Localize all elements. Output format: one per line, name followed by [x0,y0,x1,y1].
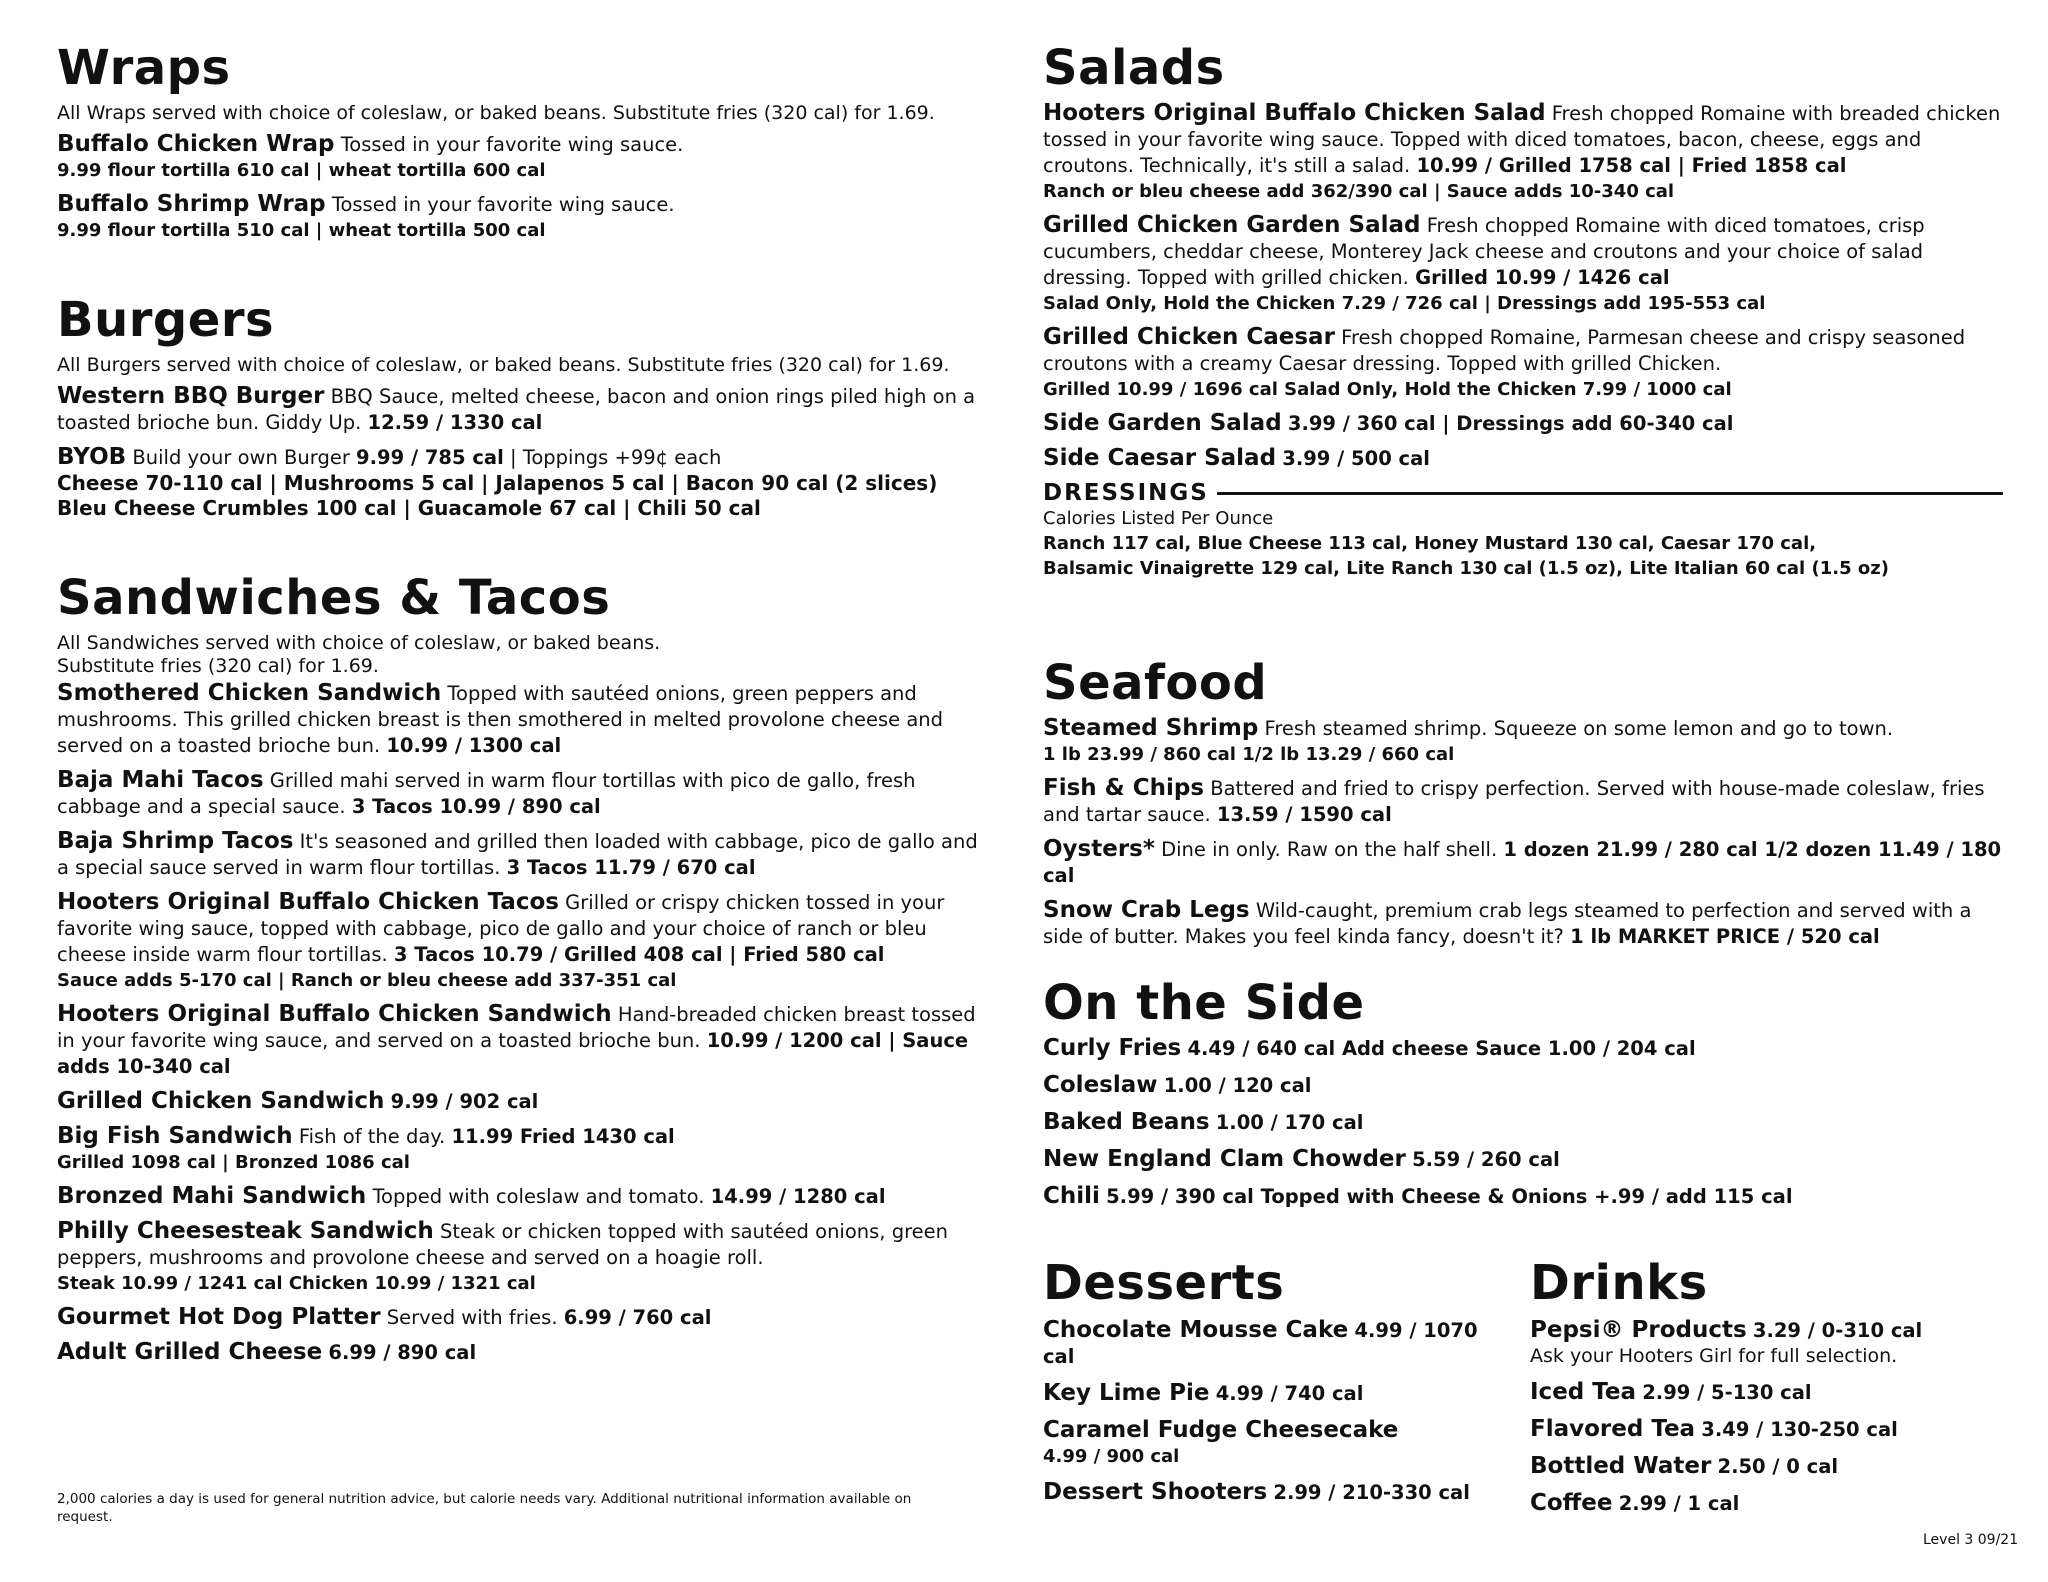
item-name: Snow Crab Legs [1043,897,1250,923]
sandwiches-section [57,570,987,1374]
item-desc: Build your own Burger [132,446,350,469]
menu-item [57,1183,987,1210]
calorie-footnote: 2,000 calories a day is used for general nutrition advice, but calorie needs vary. Additional nutritional information available on request. [57,1491,912,1525]
item-name: Dessert Shooters [1043,1479,1268,1505]
item-price: 10.99 / Grilled 1758 cal | Fried 1858 cal [1416,154,1847,177]
item-name: Grilled Chicken Sandwich [57,1088,385,1114]
item-name: Gourmet Hot Dog Platter [57,1304,381,1330]
menu-item [1043,410,2003,437]
intro-line: All Sandwiches served with choice of coleslaw, or baked beans. [57,632,661,654]
item-price: 1 dozen 21.99 / 280 cal 1/2 dozen 11.49 / 180 cal [1043,838,2002,887]
dressings-sub: Calories Listed Per Ounce [1043,508,1274,529]
item-price: 9.99 / 785 cal [356,446,504,469]
seafood-list [1043,715,2003,950]
menu-item [1530,1416,2000,1443]
menu-item [57,1339,987,1366]
menu-item [57,191,987,243]
menu-item [1043,1109,2003,1136]
item-name: Baja Shrimp Tacos [57,828,294,854]
item-price: 6.99 / 760 cal [563,1306,712,1329]
menu-item [1043,324,2003,402]
item-name: Hooters Original Buffalo Chicken Sandwich [57,1001,612,1027]
menu-item [57,131,987,183]
item-name: Philly Cheesesteak Sandwich [57,1218,434,1244]
item-extra: 4.99 / 900 cal [1043,1446,1180,1467]
item-price: 10.99 / 1200 cal | Sauce adds 10-340 cal [57,1029,969,1078]
item-name: Coleslaw [1043,1072,1158,1098]
menu-item [57,680,987,759]
item-desc: Fresh chopped Romaine, Parmesan cheese and crispy seasoned croutons with a creamy Caesar dressing. Topped with grilled Chicken. [1043,326,1966,375]
sandwich-list [57,680,987,1366]
item-extra: Steak 10.99 / 1241 cal Chicken 10.99 / 1321 cal [57,1273,536,1294]
menu-item [1043,775,2003,828]
side-section [1043,975,2003,1220]
item-name: Hooters Original Buffalo Chicken Tacos [57,889,559,915]
item-desc: Steak or chicken topped with sautéed onions, green peppers, mushrooms and provolone cheese and served on a hoagie roll. [57,1220,949,1269]
seafood-title: Seafood [1043,655,1268,711]
item-name: Adult Grilled Cheese [57,1339,323,1365]
desserts-section [1043,1255,1513,1516]
dessert-list [1043,1317,1513,1506]
item-price: 1.00 / 120 cal [1163,1074,1312,1097]
dressings-header [1043,480,2003,506]
item-price: 4.49 / 640 cal Add cheese Sauce 1.00 / 204 cal [1187,1037,1696,1060]
menu-item [1043,1380,1513,1407]
item-price: 9.99 flour tortilla 610 cal | wheat tortilla 600 cal [57,160,546,181]
item-name: Buffalo Chicken Wrap [57,131,335,157]
item-price: 12.59 / 1330 cal [367,411,543,434]
item-name: Baja Mahi Tacos [57,767,264,793]
item-name: Hooters Original Buffalo Chicken Salad [1043,100,1546,126]
item-price: 5.59 / 260 cal [1412,1148,1560,1171]
item-name: Smothered Chicken Sandwich [57,680,442,706]
item-extra: Grilled 10.99 / 1696 cal Salad Only, Hold the Chicken 7.99 / 1000 cal [1043,379,1732,400]
menu-item [57,1001,987,1080]
item-name: Key Lime Pie [1043,1380,1210,1406]
menu-item [57,1304,987,1331]
menu-item [1043,836,2003,889]
item-name: Iced Tea [1530,1379,1637,1405]
item-name: Chili [1043,1183,1100,1209]
drink-list [1530,1317,2000,1517]
menu-item [1043,715,2003,767]
item-price: 9.99 / 902 cal [390,1090,539,1113]
menu-item [1530,1453,2000,1480]
item-desc: It's seasoned and grilled then loaded with cabbage, pico de gallo and a special sauce served in warm flour tortillas. [57,830,978,879]
menu-item [57,1088,987,1115]
item-desc: Dine in only. Raw on the half shell. [1161,838,1498,861]
item-name: BYOB [57,444,127,470]
item-extra: Grilled 1098 cal | Bronzed 1086 cal [57,1152,410,1173]
item-name: Grilled Chicken Caesar [1043,324,1335,350]
dressings-block [1043,480,2003,581]
intro-line: Substitute fries (320 cal) for 1.69. [57,655,379,677]
side-title: On the Side [1043,975,1365,1031]
item-extra: 1 lb 23.99 / 860 cal 1/2 lb 13.29 / 660 cal [1043,744,1455,765]
item-price: 3.29 / 0-310 cal [1752,1319,1923,1342]
item-extra: Ask your Hooters Girl for full selection. [1530,1345,1898,1367]
item-name: Pepsi® Products [1530,1317,1747,1343]
item-price: 11.99 Fried 1430 cal [451,1125,675,1148]
item-name: Side Caesar Salad [1043,445,1277,471]
menu-item [1043,212,2003,316]
item-price: 10.99 / 1300 cal [386,734,562,757]
item-price: 3 Tacos 11.79 / 670 cal [506,856,756,879]
item-extra: Ranch or bleu cheese add 362/390 cal | Sauce adds 10-340 cal [1043,181,1675,202]
menu-item [57,1123,987,1175]
menu-item [1530,1317,2000,1369]
dressings-list: Ranch 117 cal, Blue Cheese 113 cal, Honey Mustard 130 cal, Caesar 170 cal, [1043,533,1817,554]
item-extra: Salad Only, Hold the Chicken 7.29 / 726 cal | Dressings add 195-553 cal [1043,293,1766,314]
item-price: 1 lb MARKET PRICE / 520 cal [1570,925,1880,948]
item-desc: Hand-breaded chicken breast tossed in your favorite wing sauce, and served on a toasted brioche bun. [57,1003,976,1052]
item-name: Oysters* [1043,836,1155,862]
item-desc: Fresh chopped Romaine with diced tomatoes, crisp cucumbers, cheddar cheese, Monterey Jack cheese and croutons and your choice of salad dressing. Topped with grilled chicken. [1043,214,1925,289]
item-price: 3 Tacos 10.99 / 890 cal [351,795,601,818]
salads-title: Salads [1043,40,1225,96]
item-name: Caramel Fudge Cheesecake [1043,1417,1399,1443]
item-name: New England Clam Chowder [1043,1146,1406,1172]
menu-item [1043,1146,2003,1173]
item-desc: Battered and fried to crispy perfection. Served with house-made coleslaw, fries and tartar sauce. [1043,777,1985,826]
menu-item [57,444,987,521]
item-name: Grilled Chicken Garden Salad [1043,212,1421,238]
item-desc: Fresh steamed shrimp. Squeeze on some lemon and go to town. [1264,717,1894,740]
menu-item [1043,100,2003,204]
item-price: 6.99 / 890 cal [328,1341,477,1364]
desserts-title: Desserts [1043,1255,1285,1311]
menu-item [1043,1317,1513,1370]
menu-item [1530,1379,2000,1406]
item-price: 1.00 / 170 cal [1215,1111,1364,1134]
item-name: Steamed Shrimp [1043,715,1259,741]
menu-item [57,767,987,820]
wraps-intro: All Wraps served with choice of coleslaw, or baked beans. Substitute fries (320 cal) for 1.69. [57,102,935,124]
burgers-section [57,292,987,529]
item-name: Flavored Tea [1530,1416,1696,1442]
item-desc: Tossed in your favorite wing sauce. [331,193,675,216]
burgers-title: Burgers [57,292,275,348]
menu-item [57,828,987,881]
menu-item [57,1218,987,1296]
item-price: 13.59 / 1590 cal [1216,803,1392,826]
item-name: Coffee [1530,1490,1613,1516]
item-name: Big Fish Sandwich [57,1123,293,1149]
item-price: 3.99 / 500 cal [1282,447,1430,470]
drinks-section [1530,1255,2000,1527]
burgers-intro: All Burgers served with choice of coleslaw, or baked beans. Substitute fries (320 cal) for 1.69. [57,354,950,376]
item-price: 5.99 / 390 cal Topped with Cheese & Onions +.99 / add 115 cal [1106,1185,1793,1208]
item-name: Bottled Water [1530,1453,1712,1479]
item-name: Fish & Chips [1043,775,1205,801]
sandwiches-intro [57,632,987,678]
item-price: Grilled 10.99 / 1426 cal [1415,266,1670,289]
item-desc: Tossed in your favorite wing sauce. [340,133,684,156]
item-toppings-list: Cheese 70-110 cal | Mushrooms 5 cal | Jalapenos 5 cal | Bacon 90 cal (2 slices) [57,471,938,495]
item-price: 4.99 / 1070 cal [1043,1319,1478,1368]
item-price: 3 Tacos 10.79 / Grilled 408 cal | Fried 580 cal [393,943,885,966]
item-name: Chocolate Mousse Cake [1043,1317,1349,1343]
item-toppings-list: Bleu Cheese Crumbles 100 cal | Guacamole 67 cal | Chili 50 cal [57,496,761,520]
level-label: Level 3 09/21 [1923,1532,2019,1548]
wraps-title: Wraps [57,40,231,96]
menu-item [1043,1072,2003,1099]
item-desc: Topped with coleslaw and tomato. [372,1185,705,1208]
menu-item [1043,1035,2003,1062]
item-name: Bronzed Mahi Sandwich [57,1183,367,1209]
item-price: 14.99 / 1280 cal [710,1185,886,1208]
item-desc: Fish of the day. [298,1125,446,1148]
dressings-rule [1217,492,2003,495]
item-price: 2.99 / 210-330 cal [1273,1481,1470,1504]
menu-item [1043,1417,1513,1469]
item-desc: Grilled mahi served in warm flour tortillas with pico de gallo, fresh cabbage and a special sauce. [57,769,916,818]
item-desc: Topped with sautéed onions, green peppers and mushrooms. This grilled chicken breast is then smothered in melted provolone cheese and served on a toasted brioche bun. [57,682,944,757]
menu-item [1043,445,2003,472]
item-name: Buffalo Shrimp Wrap [57,191,326,217]
menu-item [1043,897,2003,950]
wraps-section [57,40,987,251]
item-name: Western BBQ Burger [57,383,325,409]
salads-section [1043,40,2003,581]
item-name: Side Garden Salad [1043,410,1282,436]
item-name: Baked Beans [1043,1109,1210,1135]
seafood-section [1043,655,2003,958]
item-desc: Wild-caught, premium crab legs steamed to perfection and served with a side of butter. Makes you feel kinda fancy, doesn't it? [1043,899,1972,948]
item-name: Curly Fries [1043,1035,1182,1061]
menu-item [1043,1183,2003,1210]
sandwiches-title: Sandwiches & Tacos [57,570,611,626]
item-extra: Sauce adds 5-170 cal | Ranch or bleu cheese add 337-351 cal [57,970,677,991]
item-price: 9.99 flour tortilla 510 cal | wheat tortilla 500 cal [57,220,546,241]
item-price: 2.99 / 1 cal [1618,1492,1740,1515]
menu-item [57,383,987,436]
item-desc: Served with fries. [386,1306,558,1329]
item-price: 4.99 / 740 cal [1215,1382,1364,1405]
item-desc: BBQ Sauce, melted cheese, bacon and onion rings piled high on a toasted brioche bun. Giddy Up. [57,385,976,434]
item-price: 2.99 / 5-130 cal [1642,1381,1812,1404]
menu-item [1530,1490,2000,1517]
dressings-list: Balsamic Vinaigrette 129 cal, Lite Ranch 130 cal (1.5 oz), Lite Italian 60 cal (1.5 oz) [1043,558,1889,579]
side-list [1043,1035,2003,1210]
item-desc: Fresh chopped Romaine with breaded chicken tossed in your favorite wing sauce. Topped with diced tomatoes, bacon, cheese, eggs and croutons. Technically, it's still a salad. [1043,102,2001,177]
drinks-title: Drinks [1530,1255,1708,1311]
dressings-title: DRESSINGS [1043,480,1209,506]
item-price: 3.99 / 360 cal | Dressings add 60-340 cal [1287,412,1734,435]
item-toppings: | Toppings +99¢ each [509,446,722,469]
salad-list [1043,100,2003,472]
item-price: 3.49 / 130-250 cal [1701,1418,1898,1441]
menu-item [1043,1479,1513,1506]
item-price: 2.50 / 0 cal [1717,1455,1839,1478]
menu-item [57,889,987,993]
item-desc: Grilled or crispy chicken tossed in your favorite wing sauce, topped with cabbage, pico de gallo and your choice of ranch or bleu cheese inside warm flour tortillas. [57,891,945,966]
